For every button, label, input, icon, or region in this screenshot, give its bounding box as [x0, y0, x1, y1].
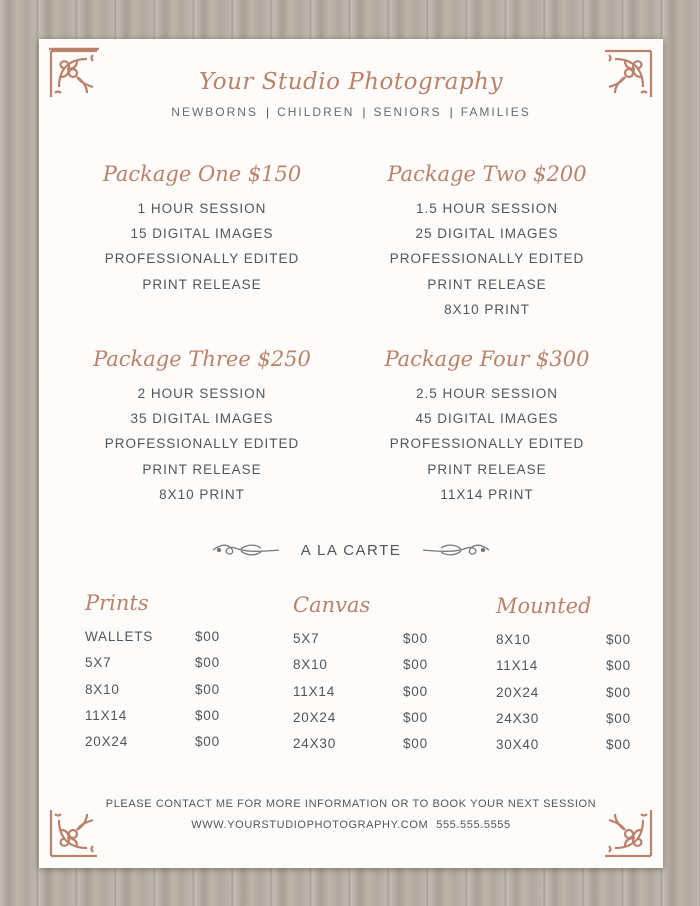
- price-value: $00: [606, 632, 631, 647]
- package-item: 15 DIGITAL IMAGES: [130, 226, 274, 242]
- price-size: 20X24: [85, 734, 129, 750]
- flourish-icon: [211, 540, 281, 560]
- price-size: 11X14: [496, 658, 539, 674]
- column-title: Prints: [85, 591, 149, 615]
- package-item: 8X10 PRINT: [159, 486, 245, 502]
- price-row: [85, 677, 245, 703]
- package-title: Package Two $200: [387, 162, 587, 186]
- category-families: FAMILIES: [460, 105, 531, 119]
- price-value: $00: [403, 657, 428, 673]
- package-title: Package Three $250: [93, 347, 311, 371]
- package-one: [72, 162, 332, 297]
- price-size: 8X10: [85, 681, 120, 697]
- package-item: PRINT RELEASE: [427, 276, 547, 292]
- price-row: [293, 731, 453, 757]
- package-item: PROFESSIONALLY EDITED: [104, 251, 300, 267]
- price-row: [293, 652, 453, 678]
- price-size: 11X14: [85, 707, 128, 723]
- column-title: Canvas: [293, 593, 371, 617]
- alacarte-heading: [39, 540, 663, 560]
- price-row: [85, 624, 245, 650]
- flourish-icon: [421, 540, 491, 560]
- price-row: [85, 703, 245, 729]
- price-size: WALLETS: [85, 629, 154, 644]
- price-row: [496, 680, 656, 706]
- category-list: NEWBORNS | CHILDREN | SENIORS | FAMILIES: [171, 105, 531, 119]
- price-size: 5X7: [293, 631, 320, 646]
- price-value: $00: [195, 629, 220, 644]
- package-item: PRINT RELEASE: [142, 461, 262, 477]
- price-row: [496, 627, 656, 653]
- phone-number: 555.555.5555: [436, 819, 511, 831]
- mounted-column: [496, 594, 656, 758]
- package-item: 11X14 PRINT: [440, 486, 534, 502]
- studio-title: Your Studio Photography: [199, 69, 503, 95]
- category-seniors: SENIORS: [373, 105, 442, 119]
- package-four: [357, 347, 617, 507]
- package-item: PROFESSIONALLY EDITED: [104, 436, 300, 452]
- price-row: [85, 650, 245, 676]
- price-value: $00: [195, 681, 220, 697]
- corner-ornament-icon: [47, 806, 101, 860]
- price-row: [293, 705, 453, 731]
- package-title: Package One $150: [102, 162, 302, 186]
- price-size: 30X40: [496, 737, 540, 753]
- price-value: $00: [606, 710, 631, 726]
- price-size: 20X24: [293, 709, 337, 725]
- package-three: [72, 347, 332, 507]
- category-children: CHILDREN: [277, 105, 355, 119]
- price-row: [496, 653, 656, 679]
- price-list-sheet: [39, 39, 663, 868]
- alacarte-title: A LA CARTE: [300, 541, 402, 559]
- package-item: PROFESSIONALLY EDITED: [389, 251, 585, 267]
- package-title: Package Four $300: [384, 347, 590, 371]
- package-item: 2.5 HOUR SESSION: [415, 386, 559, 401]
- price-size: 20X24: [496, 684, 540, 700]
- package-item: 1.5 HOUR SESSION: [415, 201, 559, 216]
- prints-column: [85, 591, 245, 755]
- package-item: 25 DIGITAL IMAGES: [415, 226, 559, 242]
- price-row: [496, 706, 656, 732]
- package-item: 45 DIGITAL IMAGES: [415, 411, 559, 427]
- price-size: 24X30: [293, 736, 337, 752]
- corner-ornament-icon: [601, 806, 655, 860]
- package-item: 1 HOUR SESSION: [137, 201, 267, 216]
- price-size: 8X10: [293, 657, 328, 673]
- contact-message: PLEASE CONTACT ME FOR MORE INFORMATION OR TO BOOK YOUR NEXT SESSION: [105, 798, 597, 810]
- package-item: 2 HOUR SESSION: [137, 386, 267, 401]
- price-value: $00: [606, 737, 631, 753]
- price-row: [293, 679, 453, 705]
- price-row: [496, 732, 656, 758]
- category-newborns: NEWBORNS: [171, 105, 258, 119]
- price-value: $00: [195, 734, 220, 750]
- package-item: PRINT RELEASE: [142, 276, 262, 292]
- contact-details: [39, 819, 663, 831]
- package-item: PROFESSIONALLY EDITED: [389, 436, 585, 452]
- price-row: [85, 729, 245, 755]
- price-size: 5X7: [85, 655, 112, 671]
- package-item: 35 DIGITAL IMAGES: [130, 411, 274, 427]
- price-size: 24X30: [496, 710, 540, 726]
- package-item: 8X10 PRINT: [444, 301, 530, 317]
- package-two: [357, 162, 617, 322]
- price-row: [293, 626, 453, 652]
- price-value: $00: [403, 709, 428, 725]
- price-value: $00: [195, 707, 220, 723]
- price-size: 8X10: [496, 632, 531, 647]
- price-value: $00: [403, 736, 428, 752]
- price-value: $00: [403, 631, 428, 646]
- price-size: 11X14: [293, 683, 336, 699]
- price-value: $00: [195, 655, 220, 671]
- website-link[interactable]: WWW.YOURSTUDIOPHOTOGRAPHY.COM: [191, 819, 429, 831]
- price-value: $00: [606, 684, 631, 700]
- package-item: PRINT RELEASE: [427, 461, 547, 477]
- canvas-column: [293, 593, 453, 757]
- price-value: $00: [403, 683, 428, 699]
- column-title: Mounted: [496, 594, 592, 618]
- price-value: $00: [606, 658, 631, 674]
